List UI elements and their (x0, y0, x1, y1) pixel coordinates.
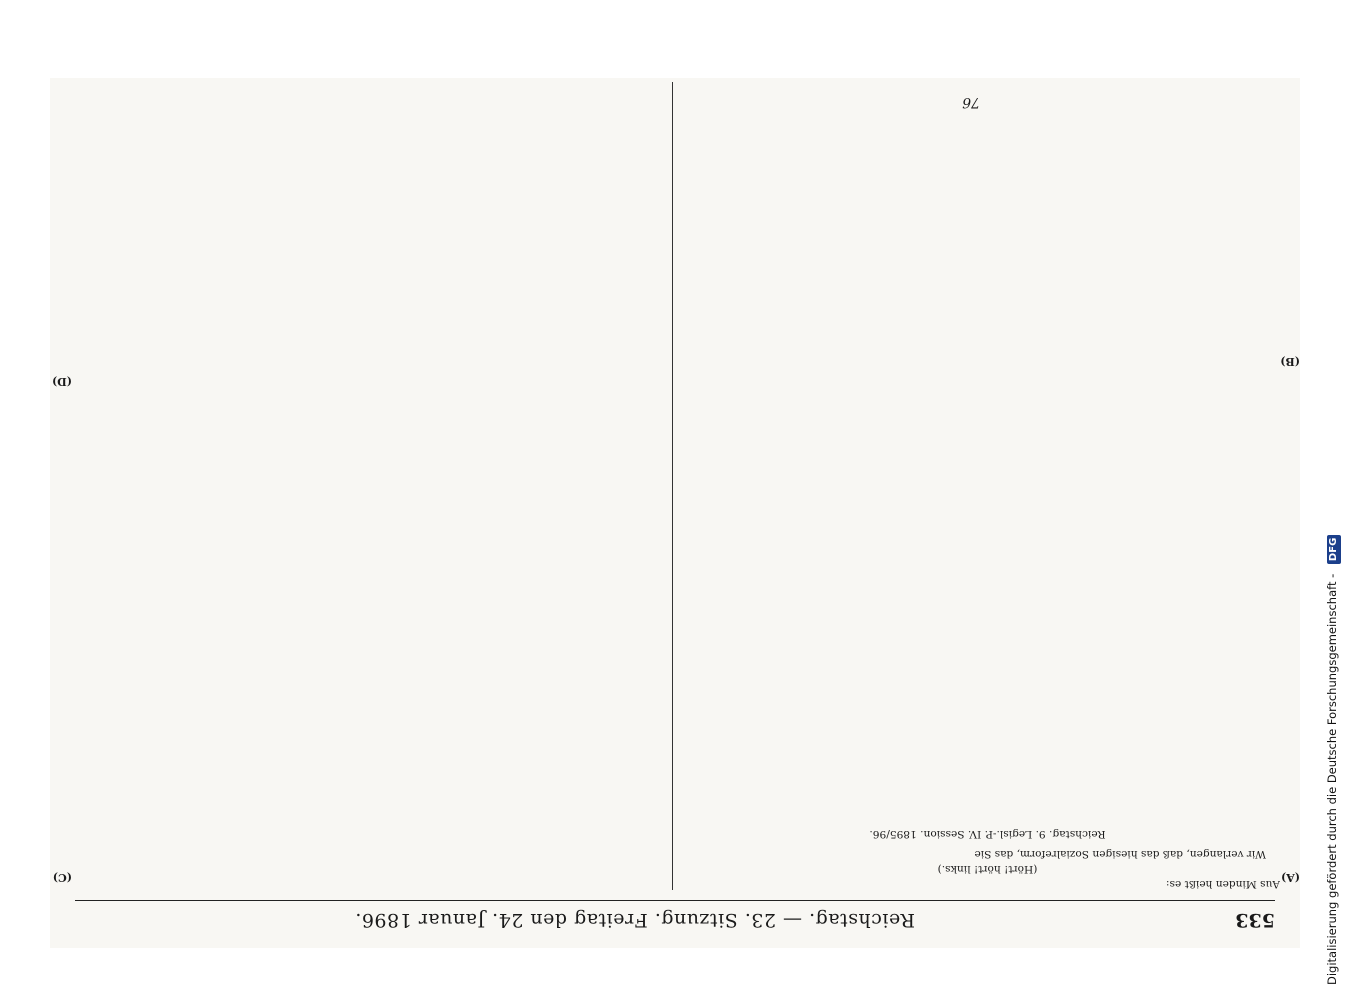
dfg-logo: DFG (1327, 535, 1341, 564)
page-number: 533 (1235, 909, 1275, 931)
margin-mark-b: (B) (1280, 355, 1300, 368)
column-divider (672, 82, 673, 890)
interjection: (Hört! hört! links.) (937, 862, 1038, 875)
header-rule (75, 900, 1275, 901)
margin-mark-c: (C) (52, 871, 72, 884)
running-header (75, 906, 1275, 934)
paragraph: Aus Minden heißt es: (1165, 878, 1280, 890)
folio-number: 76 (962, 94, 980, 110)
paragraph: Wir verlangen, daß das hiesigen Sozialreform, das Sie (974, 847, 1266, 860)
margin-mark-d: (D) (52, 375, 72, 388)
digitization-credit (1322, 5, 1342, 985)
source-citation: Reichstag. 9. Legisl.-P. IV. Session. 1895/96. (869, 828, 1106, 841)
margin-mark-a: (A) (1281, 871, 1300, 884)
running-title: Reichstag. — 23. Sitzung. Freitag den 24. Januar 1896. (354, 909, 915, 931)
right-column (70, 82, 655, 890)
scanned-sheet (50, 78, 1300, 948)
digitization-text: Digitalisierung gefördert durch die Deutsche Forschungsgemeinschaft - (1325, 573, 1339, 985)
left-column (695, 82, 1280, 890)
